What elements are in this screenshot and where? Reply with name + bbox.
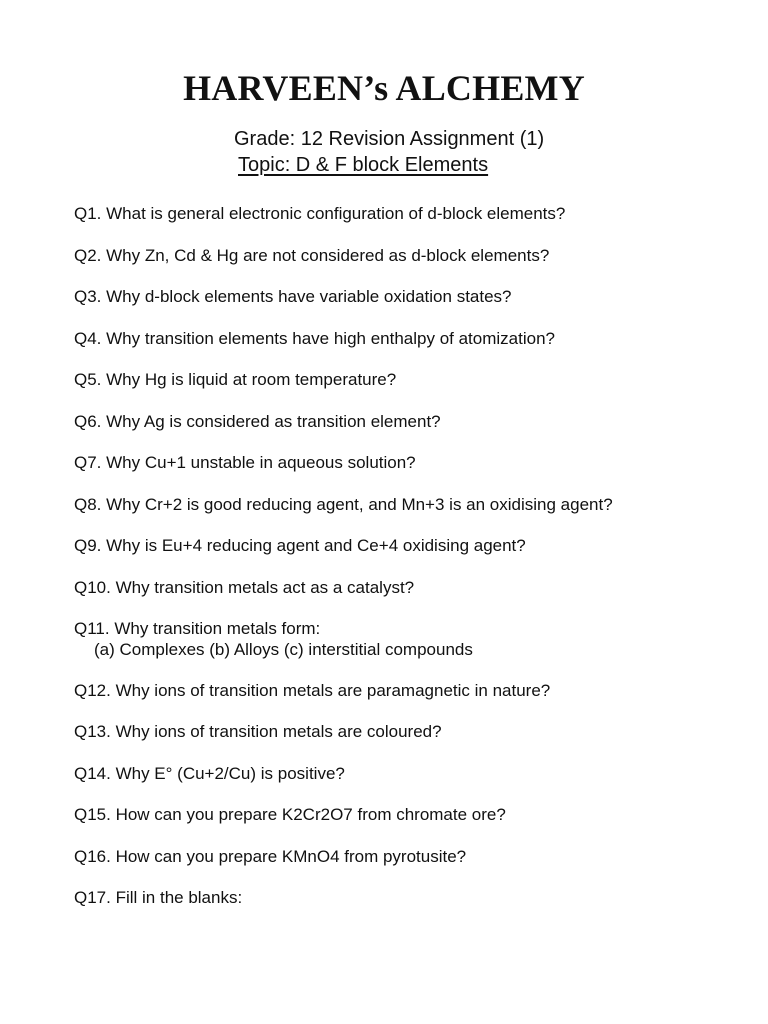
question-1: Q1. What is general electronic configuration of d-block elements? xyxy=(74,204,566,223)
question-15: Q15. How can you prepare K2Cr2O7 from chromate ore? xyxy=(74,805,506,824)
question-5: Q5. Why Hg is liquid at room temperature? xyxy=(74,370,397,389)
question-12: Q12. Why ions of transition metals are paramagnetic in nature? xyxy=(74,681,551,700)
question-16: Q16. How can you prepare KMnO4 from pyrotusite? xyxy=(74,847,467,866)
assignment-subtitle: Grade: 12 Revision Assignment (1) xyxy=(234,128,545,150)
question-4: Q4. Why transition elements have high enthalpy of atomization? xyxy=(74,329,555,348)
question-8: Q8. Why Cr+2 is good reducing agent, and Mn+3 is an oxidising agent? xyxy=(74,495,613,514)
question-11-text: Q11. Why transition metals form: xyxy=(74,619,321,638)
question-6: Q6. Why Ag is considered as transition element? xyxy=(74,412,441,431)
question-13: Q13. Why ions of transition metals are coloured? xyxy=(74,722,442,741)
document-title: HARVEEN’s ALCHEMY xyxy=(183,68,585,108)
assignment-topic: Topic: D & F block Elements xyxy=(238,154,489,176)
question-10: Q10. Why transition metals act as a catalyst? xyxy=(74,578,415,597)
question-7: Q7. Why Cu+1 unstable in aqueous solution? xyxy=(74,453,416,472)
question-11 xyxy=(74,618,473,660)
question-14: Q14. Why E° (Cu+2/Cu) is positive? xyxy=(74,764,345,783)
question-3: Q3. Why d-block elements have variable oxidation states? xyxy=(74,287,512,306)
question-11-options: (a) Complexes (b) Alloys (c) interstitial compounds xyxy=(94,640,473,659)
question-17: Q17. Fill in the blanks: xyxy=(74,888,243,907)
question-2: Q2. Why Zn, Cd & Hg are not considered as d-block elements? xyxy=(74,246,550,265)
question-9: Q9. Why is Eu+4 reducing agent and Ce+4 oxidising agent? xyxy=(74,536,526,555)
